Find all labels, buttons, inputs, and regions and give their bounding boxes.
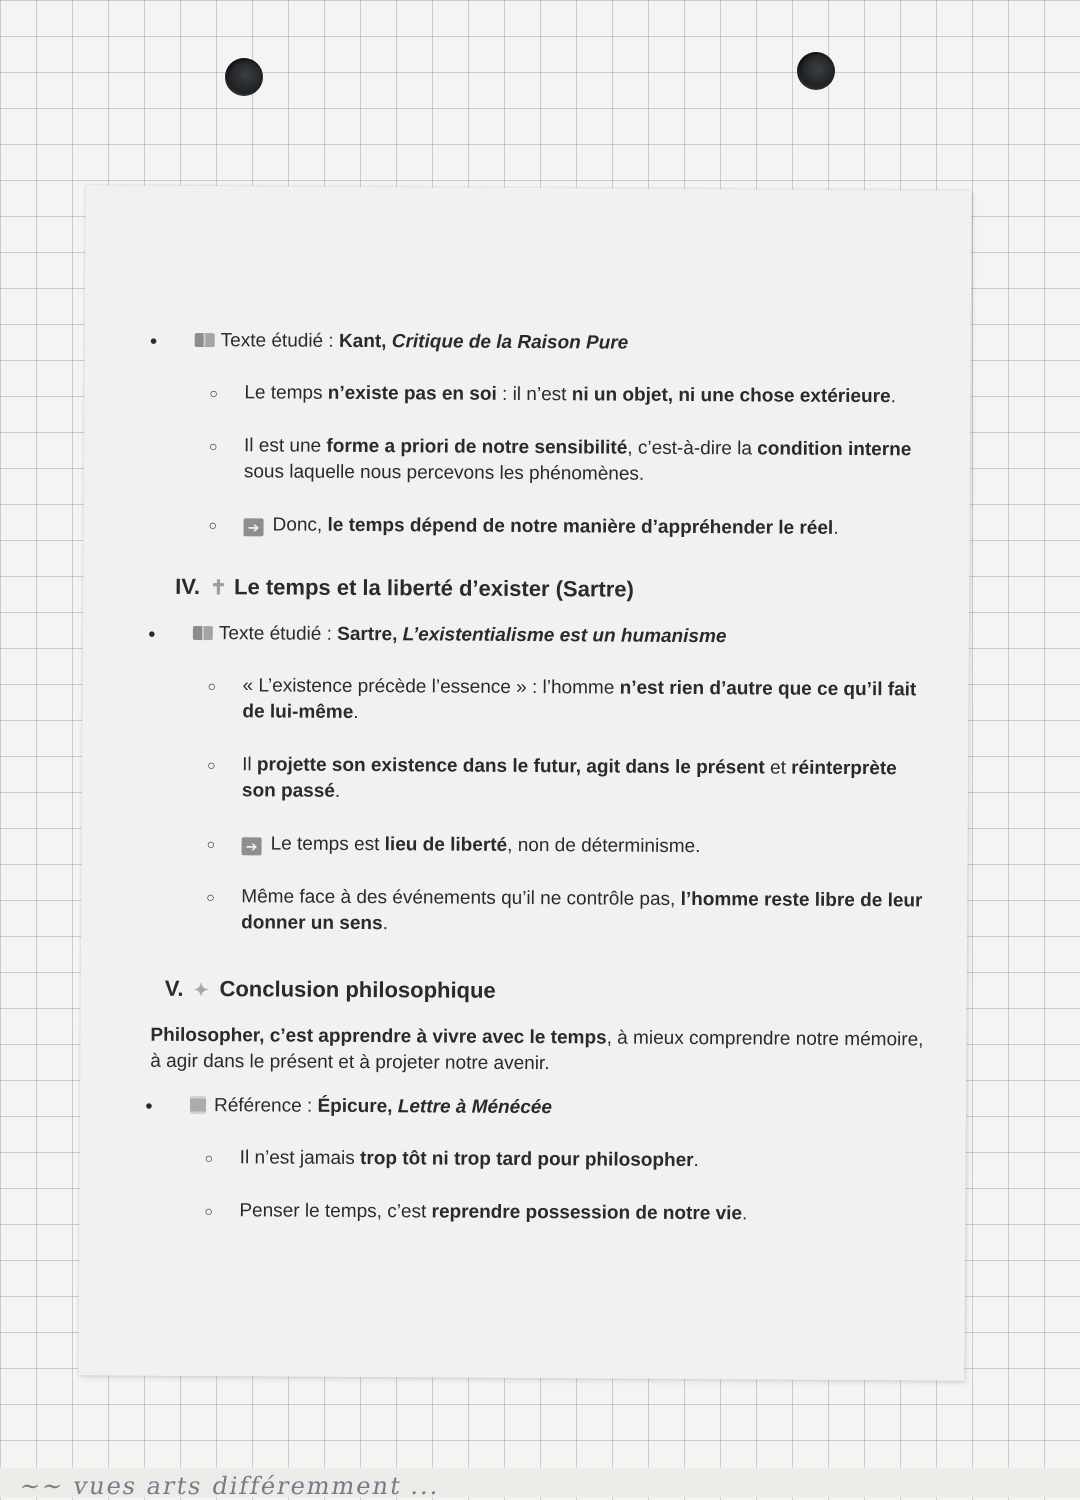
bullet-label: Texte étudié :	[218, 623, 338, 645]
list-item: ○ Il projette son existence dans le futur, agit dans le présent et réinterprète son passé.	[152, 752, 932, 809]
section-title: Le temps et la liberté d’exister (Sartre)	[234, 574, 634, 602]
section-number: IV.	[175, 573, 201, 600]
author-name: Épicure,	[317, 1095, 398, 1118]
book-icon	[195, 333, 215, 347]
epicure-reference-bullet	[150, 1093, 930, 1124]
bullet-label: Référence :	[213, 1095, 318, 1117]
sheet-content	[149, 328, 935, 1256]
scroll-icon	[190, 1096, 206, 1114]
list-item: ○ Même face à des événements qu’il ne contrôle pas, l’homme reste libre de leur donner un sens.	[151, 884, 931, 941]
list-item: ○ Il n’est jamais trop tôt ni trop tard pour philosopher.	[150, 1145, 930, 1176]
list-item: ○ Penser le temps, c’est reprendre possession de notre vie.	[149, 1198, 929, 1229]
printed-sheet	[78, 185, 971, 1380]
section-number: V.	[164, 975, 184, 1001]
section-title: Conclusion philosophique	[219, 976, 496, 1003]
list-item: ○ ➔ Le temps est lieu de liberté, non de déterminisme.	[152, 831, 932, 862]
section-heading-5	[165, 976, 931, 1008]
list-item: ○ ➔ Donc, le temps dépend de notre manière d’appréhender le réel.	[153, 512, 933, 543]
person-icon: ✝	[210, 577, 227, 600]
handwritten-note: ~~ vues arts différemment ...	[17, 1472, 443, 1500]
sartre-text-bullet	[153, 621, 933, 652]
work-title: L’existentialisme est un humanisme	[402, 624, 727, 648]
list-item: ○ Il est une forme a priori de notre sensibilité, c’est-à-dire la condition interne sous laquelle nous percevons les phénomènes.	[154, 433, 934, 490]
bullet-label: Texte étudié :	[220, 330, 340, 352]
punch-hole-right	[797, 52, 835, 90]
book-icon	[193, 626, 213, 640]
section-heading-4	[175, 574, 933, 606]
work-title: Critique de la Raison Pure	[391, 331, 629, 354]
conclusion-paragraph: Philosopher, c’est apprendre à vivre avec le temps, à mieux comprendre notre mémoire, à agir dans le présent et à projeter notre avenir.	[150, 1024, 924, 1075]
arrow-right-icon: ➔	[244, 518, 264, 536]
author-name: Sartre,	[337, 623, 403, 646]
list-item: ○ Le temps n’existe pas en soi : il n’est ni un objet, ni une chose extérieure.	[154, 380, 934, 411]
arrow-right-icon: ➔	[242, 837, 262, 855]
work-title: Lettre à Ménécée	[397, 1096, 553, 1119]
kant-text-bullet	[155, 328, 935, 359]
lightbulb-icon: ✦	[193, 979, 209, 1001]
author-name: Kant,	[338, 330, 392, 353]
punch-hole-left	[225, 58, 263, 96]
list-item: ○ « L’existence précède l’essence » : l’homme n’est rien d’autre que ce qu’il fait de lui-même.	[152, 673, 932, 730]
